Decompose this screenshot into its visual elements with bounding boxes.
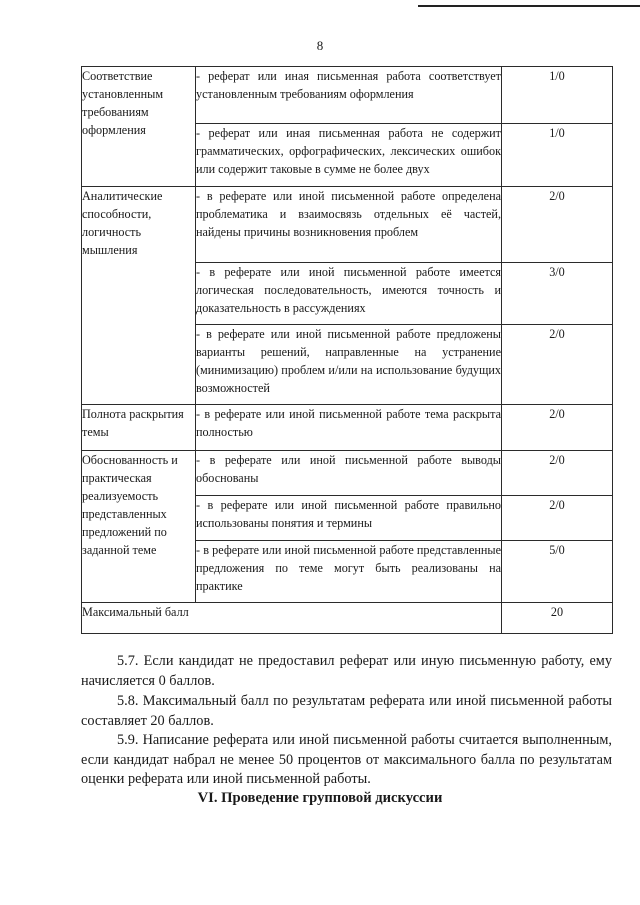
table-row xyxy=(82,67,613,124)
criteria-table xyxy=(81,66,613,634)
table-row xyxy=(82,451,613,496)
score-cell: 2/0 xyxy=(502,325,613,405)
paragraph-5-8: 5.8. Максимальный балл по результатам реферата или иной письменной работы составляет 20 баллов. xyxy=(81,693,612,729)
score-cell: 5/0 xyxy=(502,541,613,603)
description-cell: - в реферате или иной письменной работе имеется логическая последовательность, имеются точность и доказательность в рассуждениях xyxy=(196,263,502,325)
description-cell: - в реферате или иной письменной работе выводы обоснованы xyxy=(196,451,502,496)
paragraph-5-9: 5.9. Написание реферата или иной письменной работы считается выполненным, если кандидат набрал не менее 50 процентов от максимального балла по результатам оценки реферата или иной письменной работы. xyxy=(81,732,612,787)
score-cell: 2/0 xyxy=(502,496,613,541)
description-cell: - в реферате или иной письменной работе предложены варианты решений, направленные на устранение (минимизацию) проблем и/или на использование будущих возможностей xyxy=(196,325,502,405)
description-cell: - реферат или иная письменная работа не содержит грамматических, орфографических, лексических ошибок или содержит таковые в сумме не более двух xyxy=(196,124,502,187)
description-cell: - в реферате или иной письменной работе правильно использованы понятия и термины xyxy=(196,496,502,541)
criterion-cell: Соответствие установленным требованиям оформления xyxy=(82,67,196,187)
score-cell: 3/0 xyxy=(502,263,613,325)
description-cell: - реферат или иная письменная работа соответствует установленным требованиям оформления xyxy=(196,67,502,124)
paragraph-5-7: 5.7. Если кандидат не предоставил реферат или иную письменную работу, ему начисляется 0 баллов. xyxy=(81,653,612,689)
description-cell: - в реферате или иной письменной работе тема раскрыта полностью xyxy=(196,405,502,451)
top-rule xyxy=(418,5,640,7)
max-score-row xyxy=(82,603,613,634)
score-cell: 1/0 xyxy=(502,67,613,124)
criterion-cell: Обоснованность и практическая реализуемость представленных предложений по заданной теме xyxy=(82,451,196,603)
criterion-cell: Аналитические способности, логичность мышления xyxy=(82,187,196,405)
section-heading: VI. Проведение групповой дискуссии xyxy=(197,790,443,806)
score-cell: 2/0 xyxy=(502,187,613,263)
page-number: 8 xyxy=(316,38,324,53)
description-cell: - в реферате или иной письменной работе определена проблематика и взаимосвязь отдельных её частей, найдены причины возникновения проблем xyxy=(196,187,502,263)
table-row xyxy=(82,405,613,451)
table-row xyxy=(82,187,613,263)
score-cell: 2/0 xyxy=(502,451,613,496)
max-score-value: 20 xyxy=(502,603,613,634)
criterion-cell: Полнота раскрытия темы xyxy=(82,405,196,451)
description-cell: - в реферате или иной письменной работе представленные предложения по теме могут быть реализованы на практике xyxy=(196,541,502,603)
max-score-label: Максимальный балл xyxy=(82,603,502,634)
score-cell: 1/0 xyxy=(502,124,613,187)
score-cell: 2/0 xyxy=(502,405,613,451)
